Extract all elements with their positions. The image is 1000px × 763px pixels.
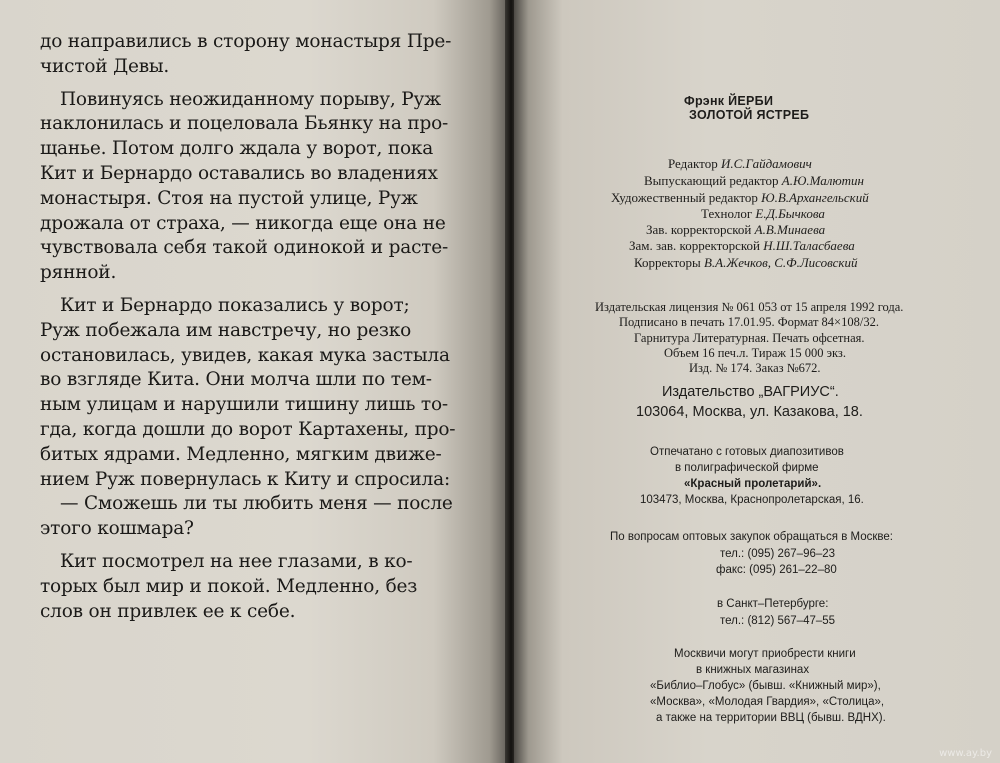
- text-line: этого кошмара?: [40, 518, 194, 540]
- spb-phone: тел.: (812) 567–47–55: [720, 615, 836, 627]
- text-line: торых был мир и покой. Медленно, без: [40, 575, 418, 597]
- credit-proofreaders: Корректоры В.А.Жечков, С.Ф.Лисовский: [634, 255, 858, 270]
- author-name: Фрэнк ЙЕРБИ: [684, 94, 774, 108]
- text-line: Кит и Бернардо оставались во владениях: [40, 162, 438, 184]
- wholesale-phone: тел.: (095) 267–96–23: [720, 548, 836, 560]
- shops-line-2: в книжных магазинах: [696, 664, 810, 676]
- imprint-license: Издательская лицензия № 061 053 от 15 апреля 1992 года.: [595, 300, 904, 314]
- text-line: нием Руж повернулась к Киту и спросила:: [40, 468, 450, 490]
- shops-line-5: а также на территории ВВЦ (бывш. ВДНХ).: [656, 712, 886, 724]
- credit-editor: Редактор И.С.Гайдамович: [668, 156, 812, 171]
- text-line: монастыря. Стоя на пустой улице, Руж: [40, 187, 418, 209]
- text-line: во взгляде Кита. Они молча шли по тем-: [40, 369, 432, 391]
- imprint-volume: Объем 16 печ.л. Тираж 15 000 экз.: [664, 346, 846, 360]
- credit-head-proofreader: Зав. корректорской А.В.Минаева: [646, 222, 826, 237]
- text-line: рянной.: [40, 262, 117, 284]
- text-line: Кит посмотрел на нее глазами, в ко-: [60, 550, 413, 572]
- text-line: дрожала от страха, — никогда еще она не: [40, 212, 446, 234]
- text-line: щанье. Потом долго ждала у ворот, пока: [40, 138, 434, 160]
- text-line: Руж побежала им навстречу, но резко: [40, 319, 412, 341]
- wholesale-fax: факс: (095) 261–22–80: [716, 564, 837, 576]
- shops-line-3: «Библио–Глобус» (бывш. «Книжный мир»),: [650, 680, 881, 692]
- publisher-name: Издательство „ВАГРИУС“.: [662, 384, 839, 400]
- text-line: чистой Девы.: [40, 55, 170, 77]
- paragraph-4: [40, 550, 480, 624]
- credit-technologist: Технолог Е.Д.Бычкова: [701, 206, 825, 221]
- text-line: наклонилась и поцеловала Бьянку на про-: [40, 113, 449, 135]
- imprint-order: Изд. № 174. Заказ №672.: [689, 361, 821, 375]
- text-line: гда, когда дошли до ворот Картахены, про-: [40, 418, 456, 440]
- credit-deputy-proofreader: Зам. зав. корректорской Н.Ш.Таласбаева: [629, 238, 855, 253]
- text-line: Кит и Бернардо показались у ворот;: [60, 294, 410, 316]
- printed-address: 103473, Москва, Краснопролетарская, 16.: [640, 494, 864, 506]
- imprint-signed: Подписано в печать 17.01.95. Формат 84×108/32.: [619, 315, 879, 329]
- text-line: остановилась, увидев, какая мука застыла: [40, 344, 450, 366]
- credit-managing-editor: Выпускающий редактор А.Ю.Малютин: [644, 173, 864, 188]
- text-line: Повинуясь неожиданному порыву, Руж: [60, 88, 442, 110]
- printed-firm: «Красный пролетарий».: [684, 478, 822, 490]
- shops-line-4: «Москва», «Молодая Гвардия», «Столица»,: [650, 696, 885, 708]
- wholesale-heading: По вопросам оптовых закупок обращаться в Москве:: [610, 531, 893, 543]
- text-line: битых ядрами. Медленно, мягким движе-: [40, 443, 442, 465]
- shops-line-1: Москвичи могут приобрести книги: [674, 648, 856, 660]
- text-line: до направились в сторону монастыря Пре-: [40, 31, 452, 52]
- printed-line-1: Отпечатано с готовых диапозитивов: [650, 446, 844, 458]
- paragraph-3: [40, 294, 480, 542]
- printed-line-2: в полиграфической фирме: [675, 462, 819, 474]
- colophon: [514, 0, 1000, 763]
- credit-art-editor: Художественный редактор Ю.В.Архангельский: [611, 190, 869, 205]
- text-line: слов он привлек ее к себе.: [40, 600, 296, 622]
- text-line: чувствовала себя такой одинокой и расте-: [40, 237, 449, 259]
- text-line: — Сможешь ли ты любить меня — после: [60, 493, 453, 515]
- watermark-text: www.ay.by: [939, 748, 992, 759]
- spb-heading: в Санкт–Петербурге:: [717, 598, 829, 610]
- book-title: ЗОЛОТОЙ ЯСТРЕБ: [689, 108, 810, 122]
- publisher-address: 103064, Москва, ул. Казакова, 18.: [636, 404, 863, 420]
- paragraph-1: [40, 30, 480, 80]
- novel-text: [40, 30, 480, 624]
- text-line: ным улицам и нарушили тишину лишь то-: [40, 394, 448, 416]
- right-page: [514, 0, 1000, 763]
- imprint-typeface: Гарнитура Литературная. Печать офсетная.: [634, 331, 865, 345]
- paragraph-2: [40, 88, 480, 286]
